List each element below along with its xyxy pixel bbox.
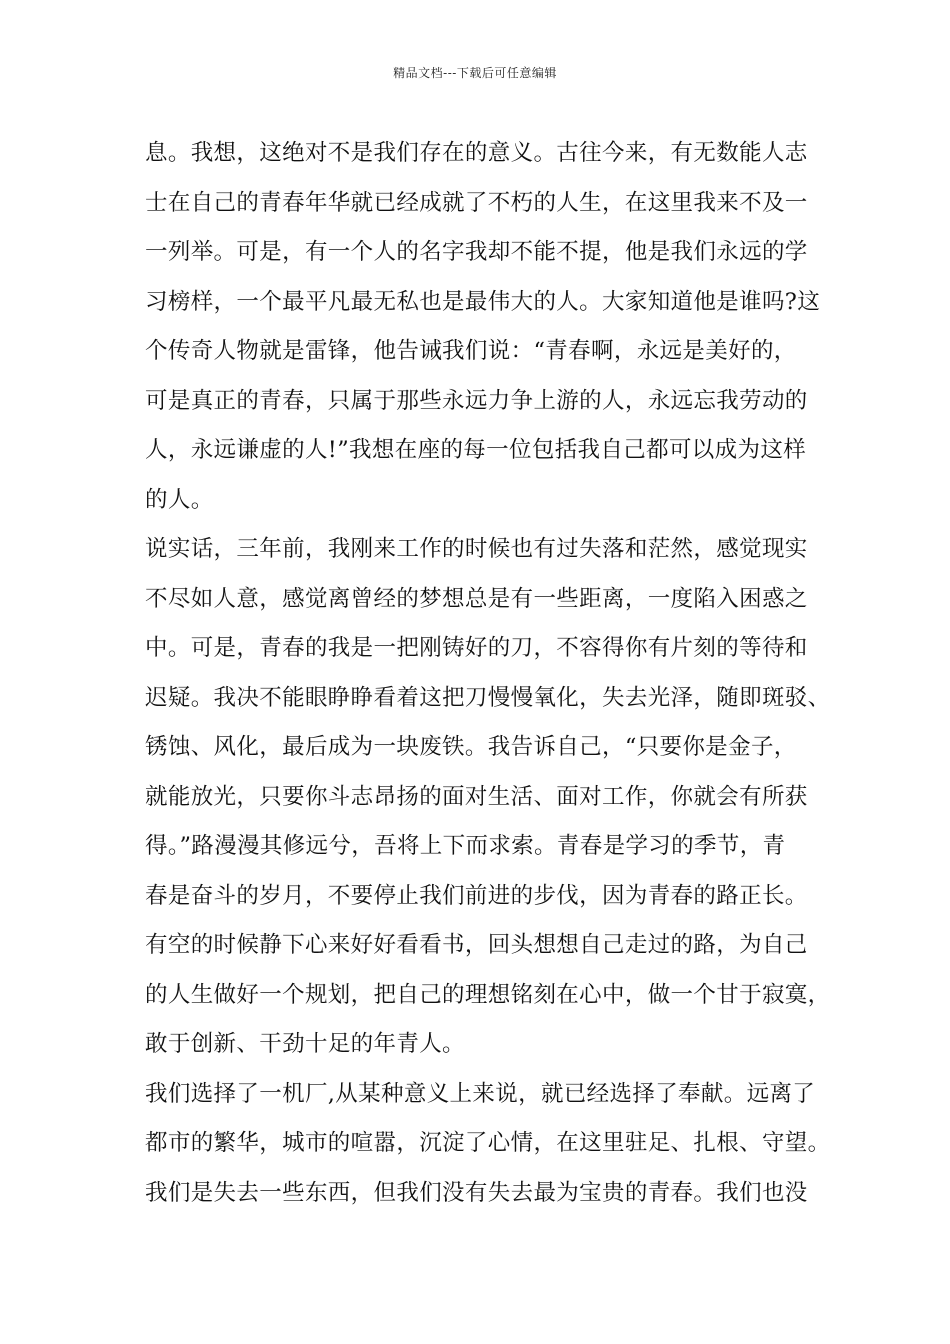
text-line: 都市的繁华，城市的喧嚣，沉淀了心情，在这里驻足、扎根、守望。	[145, 1130, 831, 1156]
text-line: 敢于创新、干劲十足的年青人。	[145, 1031, 465, 1057]
text-line: 说实话，三年前，我刚来工作的时候也有过失落和茫然，感觉现实	[145, 536, 808, 562]
page-header: 精品文档---下载后可任意编辑	[393, 66, 557, 80]
text-line: 春是奋斗的岁月，不要停止我们前进的步伐，因为青春的路正长。	[145, 882, 808, 909]
text-line: 士在自己的青春年华就已经成就了不朽的人生，在这里我来不及一	[145, 189, 808, 216]
text-line: 迟疑。我决不能眼睁睁看着这把刀慢慢氧化，失去光泽，随即斑驳、	[145, 684, 831, 711]
paragraph-3	[145, 1070, 831, 1219]
text-line: 我们选择了一机厂,从某种意义上来说，就已经选择了奉献。远离了	[145, 1080, 816, 1107]
paragraph-2	[145, 525, 831, 1070]
text-line: 人，永远谦虚的人!”我想在座的每一位包括我自己都可以成为这样	[145, 437, 807, 463]
document-body	[145, 129, 831, 1218]
text-line: 不尽如人意，感觉离曾经的梦想总是有一些距离，一度陷入困惑之	[145, 585, 808, 612]
text-line: 个传奇人物就是雷锋，他告诫我们说：“青春啊，永远是美好的，	[145, 338, 797, 364]
text-line: 的人生做好一个规划，把自己的理想铭刻在心中，做一个甘于寂寞，	[145, 981, 831, 1008]
text-line: 中。可是，青春的我是一把刚铸好的刀，不容得你有片刻的等待和	[145, 635, 808, 661]
text-line: 的人。	[145, 486, 214, 513]
text-line: 息。我想，这绝对不是我们存在的意义。古往今来，有无数能人志	[145, 140, 808, 166]
text-line: 得。”路漫漫其修远兮，吾将上下而求索。青春是学习的季节，青	[145, 833, 786, 859]
text-line: 就能放光，只要你斗志昂扬的面对生活、面对工作，你就会有所获	[145, 783, 808, 810]
text-line: 锈蚀、风化，最后成为一块废铁。我告诉自己，“只要你是金子，	[145, 734, 797, 760]
text-line: 习榜样，一个最平凡最无私也是最伟大的人。大家知道他是谁吗?这	[145, 288, 821, 315]
text-line: 可是真正的青春，只属于那些永远力争上游的人，永远忘我劳动的	[145, 387, 808, 414]
text-line: 我们是失去一些东西，但我们没有失去最为宝贵的青春。我们也没	[145, 1179, 808, 1206]
paragraph-1	[145, 129, 821, 525]
text-line: 一列举。可是，有一个人的名字我却不能不提，他是我们永远的学	[145, 239, 808, 265]
text-line: 有空的时候静下心来好好看看书，回头想想自己走过的路，为自己	[145, 932, 808, 958]
